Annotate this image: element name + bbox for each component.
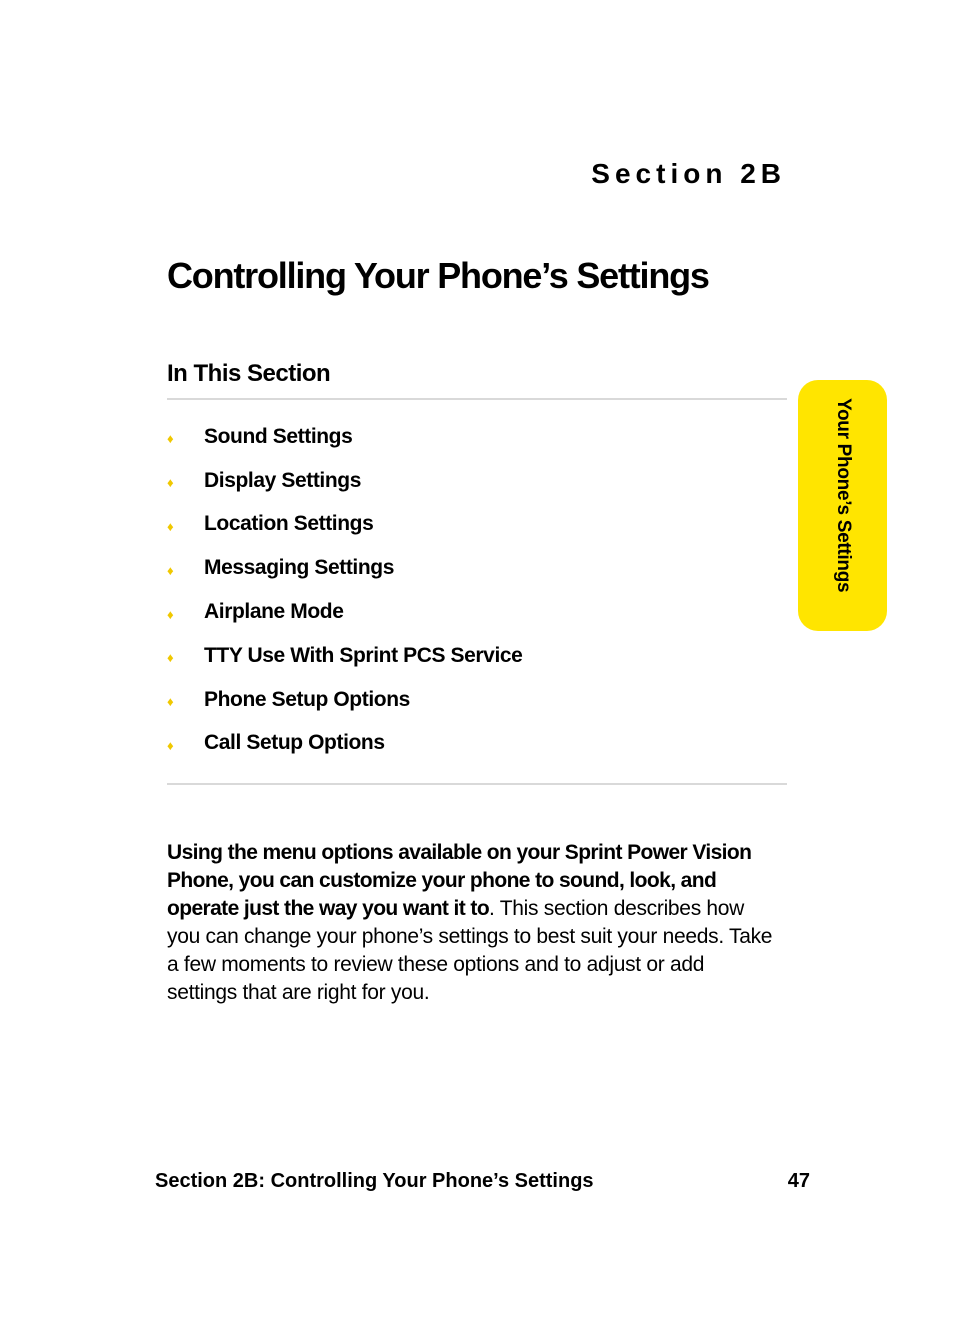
list-item-label: Airplane Mode: [204, 600, 344, 624]
side-tab-label: Your Phone’s Settings: [833, 398, 854, 593]
list-item: [167, 503, 522, 547]
intro-bold-text: Using the menu options available on your Sprint Power Vision Phone, you can customize your phone to sound, look, and operate just the way you want it to: [167, 841, 752, 920]
intro-regular-text: . This section describes how you can change your phone’s settings to best suit your needs. Take a few moments to review these options and to adjust or add settings that are right for you.: [167, 897, 773, 1004]
diamond-bullet-icon: ♦: [167, 606, 174, 622]
page-number: 47: [787, 1170, 810, 1192]
list-item-label: Phone Setup Options: [204, 687, 410, 711]
divider-top: [167, 398, 787, 400]
list-item-label: Display Settings: [204, 468, 361, 492]
list-item: [167, 415, 522, 459]
diamond-bullet-icon: ♦: [167, 475, 174, 491]
list-item: [167, 546, 522, 590]
list-item-label: Sound Settings: [204, 424, 353, 448]
page-title: Controlling Your Phone’s Settings: [167, 255, 709, 296]
list-item-label: Messaging Settings: [204, 556, 395, 580]
in-this-section-heading: In This Section: [167, 360, 331, 387]
footer-title: Section 2B: Controlling Your Phone’s Settings: [155, 1170, 594, 1192]
diamond-bullet-icon: ♦: [167, 518, 174, 534]
section-label: Section 2B: [591, 158, 786, 189]
diamond-bullet-icon: ♦: [167, 562, 174, 578]
section-contents-list: [167, 415, 522, 765]
intro-paragraph: [167, 839, 777, 1007]
diamond-bullet-icon: ♦: [167, 650, 174, 666]
diamond-bullet-icon: ♦: [167, 737, 174, 753]
list-item-label: Call Setup Options: [204, 731, 385, 755]
diamond-bullet-icon: ♦: [167, 694, 174, 710]
list-item: [167, 634, 522, 678]
divider-bottom: [167, 783, 787, 785]
list-item: [167, 590, 522, 634]
list-item: [167, 678, 522, 722]
list-item-label: TTY Use With Sprint PCS Service: [204, 643, 523, 667]
diamond-bullet-icon: ♦: [167, 431, 174, 447]
list-item-label: Location Settings: [204, 512, 374, 536]
list-item: [167, 722, 522, 766]
list-item: [167, 459, 522, 503]
